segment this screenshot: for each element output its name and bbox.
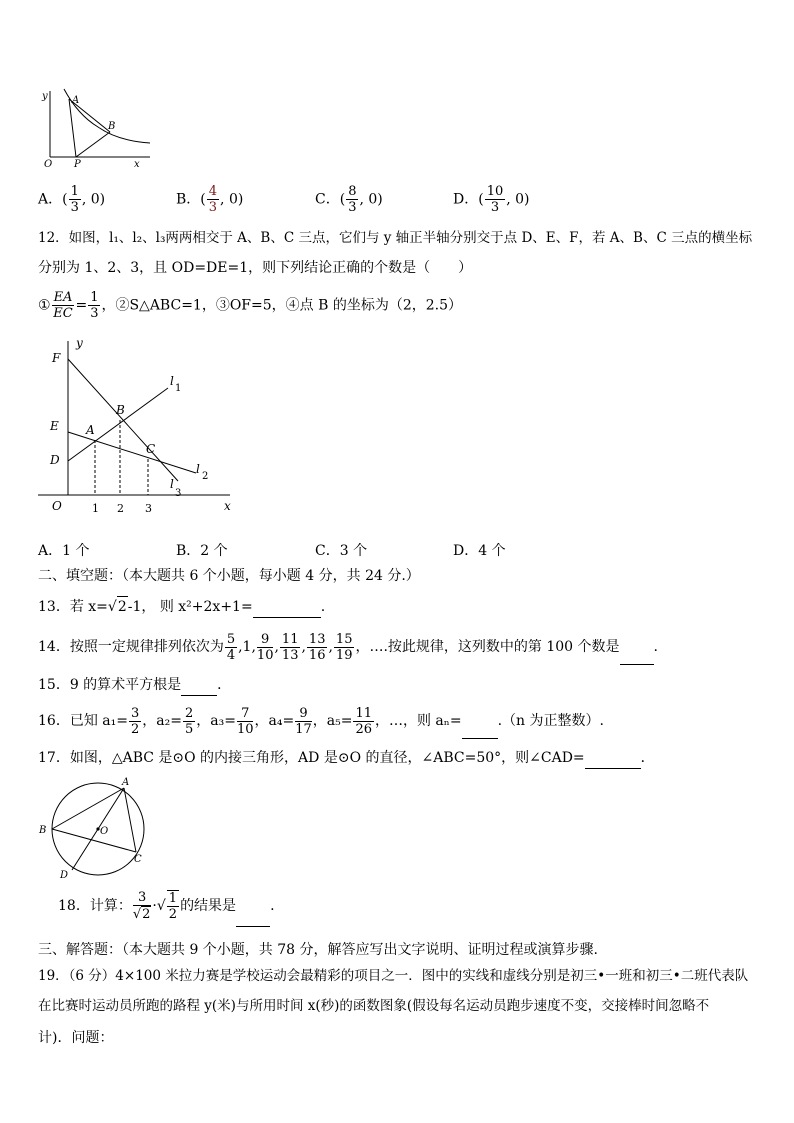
q11-option-c: C．( $\frac{8}{3}$ , 0) (315, 184, 383, 215)
q19-line1: 19．（6 分）4×100 米拉力赛是学校运动会最精彩的项目之一．图中的实线和虚线分别是初三•一班和初三•二班代表队 (38, 968, 749, 984)
fig12-tick2: 2 (117, 502, 124, 515)
q11-option-a: A．( $\frac{1}{3}$ , 0) (38, 184, 106, 215)
q17-figure (36, 774, 156, 880)
fig12-l1-sub: 1 (175, 383, 182, 394)
q17: 17．如图，△ABC 是⊙O 的内接三角形，AD 是⊙O 的直径，∠ABC=50°，则∠CAD= ． (38, 748, 655, 769)
fig12-x: x (224, 499, 231, 513)
section3-heading: 三、解答题：（本大题共 9 个小题，共 78 分，解答应写出文字说明、证明过程或演算步骤. (38, 942, 598, 958)
fig12-B: B (116, 403, 125, 417)
fig12-l2-sub: 2 (202, 471, 209, 482)
fig11-P: P (74, 159, 81, 170)
fig12-D: D (50, 453, 60, 467)
fig12-C: C (146, 442, 156, 456)
fig12-tick1: 1 (92, 502, 99, 515)
fig12-l3: l (170, 477, 174, 491)
q12-conclusions: ① $\frac{EA}{EC}$ = $\frac{1}{3}$ ，②S△ABC=1，③OF=5，④点 B 的坐标为（2，2.5） (38, 290, 463, 321)
q12-line2: 分别为 1、2、3，且 OD=DE=1，则下列结论正确的个数是（ ） (38, 260, 473, 276)
q12-figure (38, 335, 238, 520)
q12-option-c: C．3 个 (315, 543, 368, 559)
fig17-B: B (39, 825, 47, 836)
q12-option-b: B．2 个 (176, 543, 228, 559)
q19-line2: 在比赛时运动员所跑的路程 y(米)与所用时间 x(秒)的函数图象(假设每名运动员跑步速度不变，交接棒时间忽略不 (38, 998, 710, 1014)
fig12-F: F (52, 351, 61, 365)
q12-line1: 12．如图，l₁、l₂、l₃两两相交于 A、B、C 三点，它们与 y 轴正半轴分别交于点 D、E、F，若 A、B、C 三点的横坐标 (38, 230, 753, 246)
q18: 18．计算： $\frac{3}{√2}$ ·√ $\frac{1}{2}$ 的结果是 . (58, 886, 275, 927)
fig11-y: y (42, 91, 48, 102)
fig12-tick3: 3 (145, 502, 152, 515)
q16: 16．已知 a₁= $\frac{3}{2}$ ，a₂= $\frac{2}{5}$ ，a₃= $\frac{7}{10}$ ，a₄= $\frac{9}{17}$ ，a₅= $\frac{11}{26}$ ，…，则 aₙ= .（n 为正整数）. (38, 704, 604, 739)
fig12-l3-sub: 3 (175, 488, 182, 499)
section2-heading: 二、填空题：（本大题共 6 个小题，每小题 4 分，共 24 分.） (38, 568, 420, 584)
fig11-x: x (134, 159, 140, 170)
q12-option-a: A．1 个 (38, 543, 90, 559)
q11-option-b: B．( $\frac{4}{3}$ , 0) (176, 184, 244, 215)
fig12-l2: l (196, 462, 200, 476)
fig17-A: A (122, 777, 130, 788)
fig12-l1: l (170, 374, 174, 388)
fig12-O: O (52, 499, 62, 513)
q15: 15．9 的算术平方根是 ． (38, 675, 231, 696)
fig12-y: y (76, 336, 83, 350)
q13: 13．若 x=√2-1， 则 x²+2x+1= . (38, 596, 325, 618)
q12-option-d: D．4 个 (453, 543, 506, 559)
fig11-O: O (44, 159, 53, 170)
fig11-B: B (108, 121, 116, 132)
fig17-D: D (60, 870, 69, 880)
fig17-O: O (100, 826, 109, 837)
q11-option-d: D．( $\frac{10}{3}$ , 0) (453, 184, 530, 215)
fig12-E: E (50, 419, 59, 433)
q19-line3: 计)．问题： (38, 1030, 114, 1046)
fig12-A: A (86, 423, 95, 437)
fig17-C: C (134, 854, 142, 865)
fig11-A: A (72, 95, 80, 106)
q11-figure (38, 85, 158, 170)
q14: 14．按照一定规律排列依次为 $\frac{5}{4}$ ,1, $\frac{9}{10}$ , $\frac{11}{13}$ , $\frac{13}{16}$ , $\frac{15}{19}$ ，….按此规律，这列数中的第 100 个数是 . (38, 630, 658, 665)
